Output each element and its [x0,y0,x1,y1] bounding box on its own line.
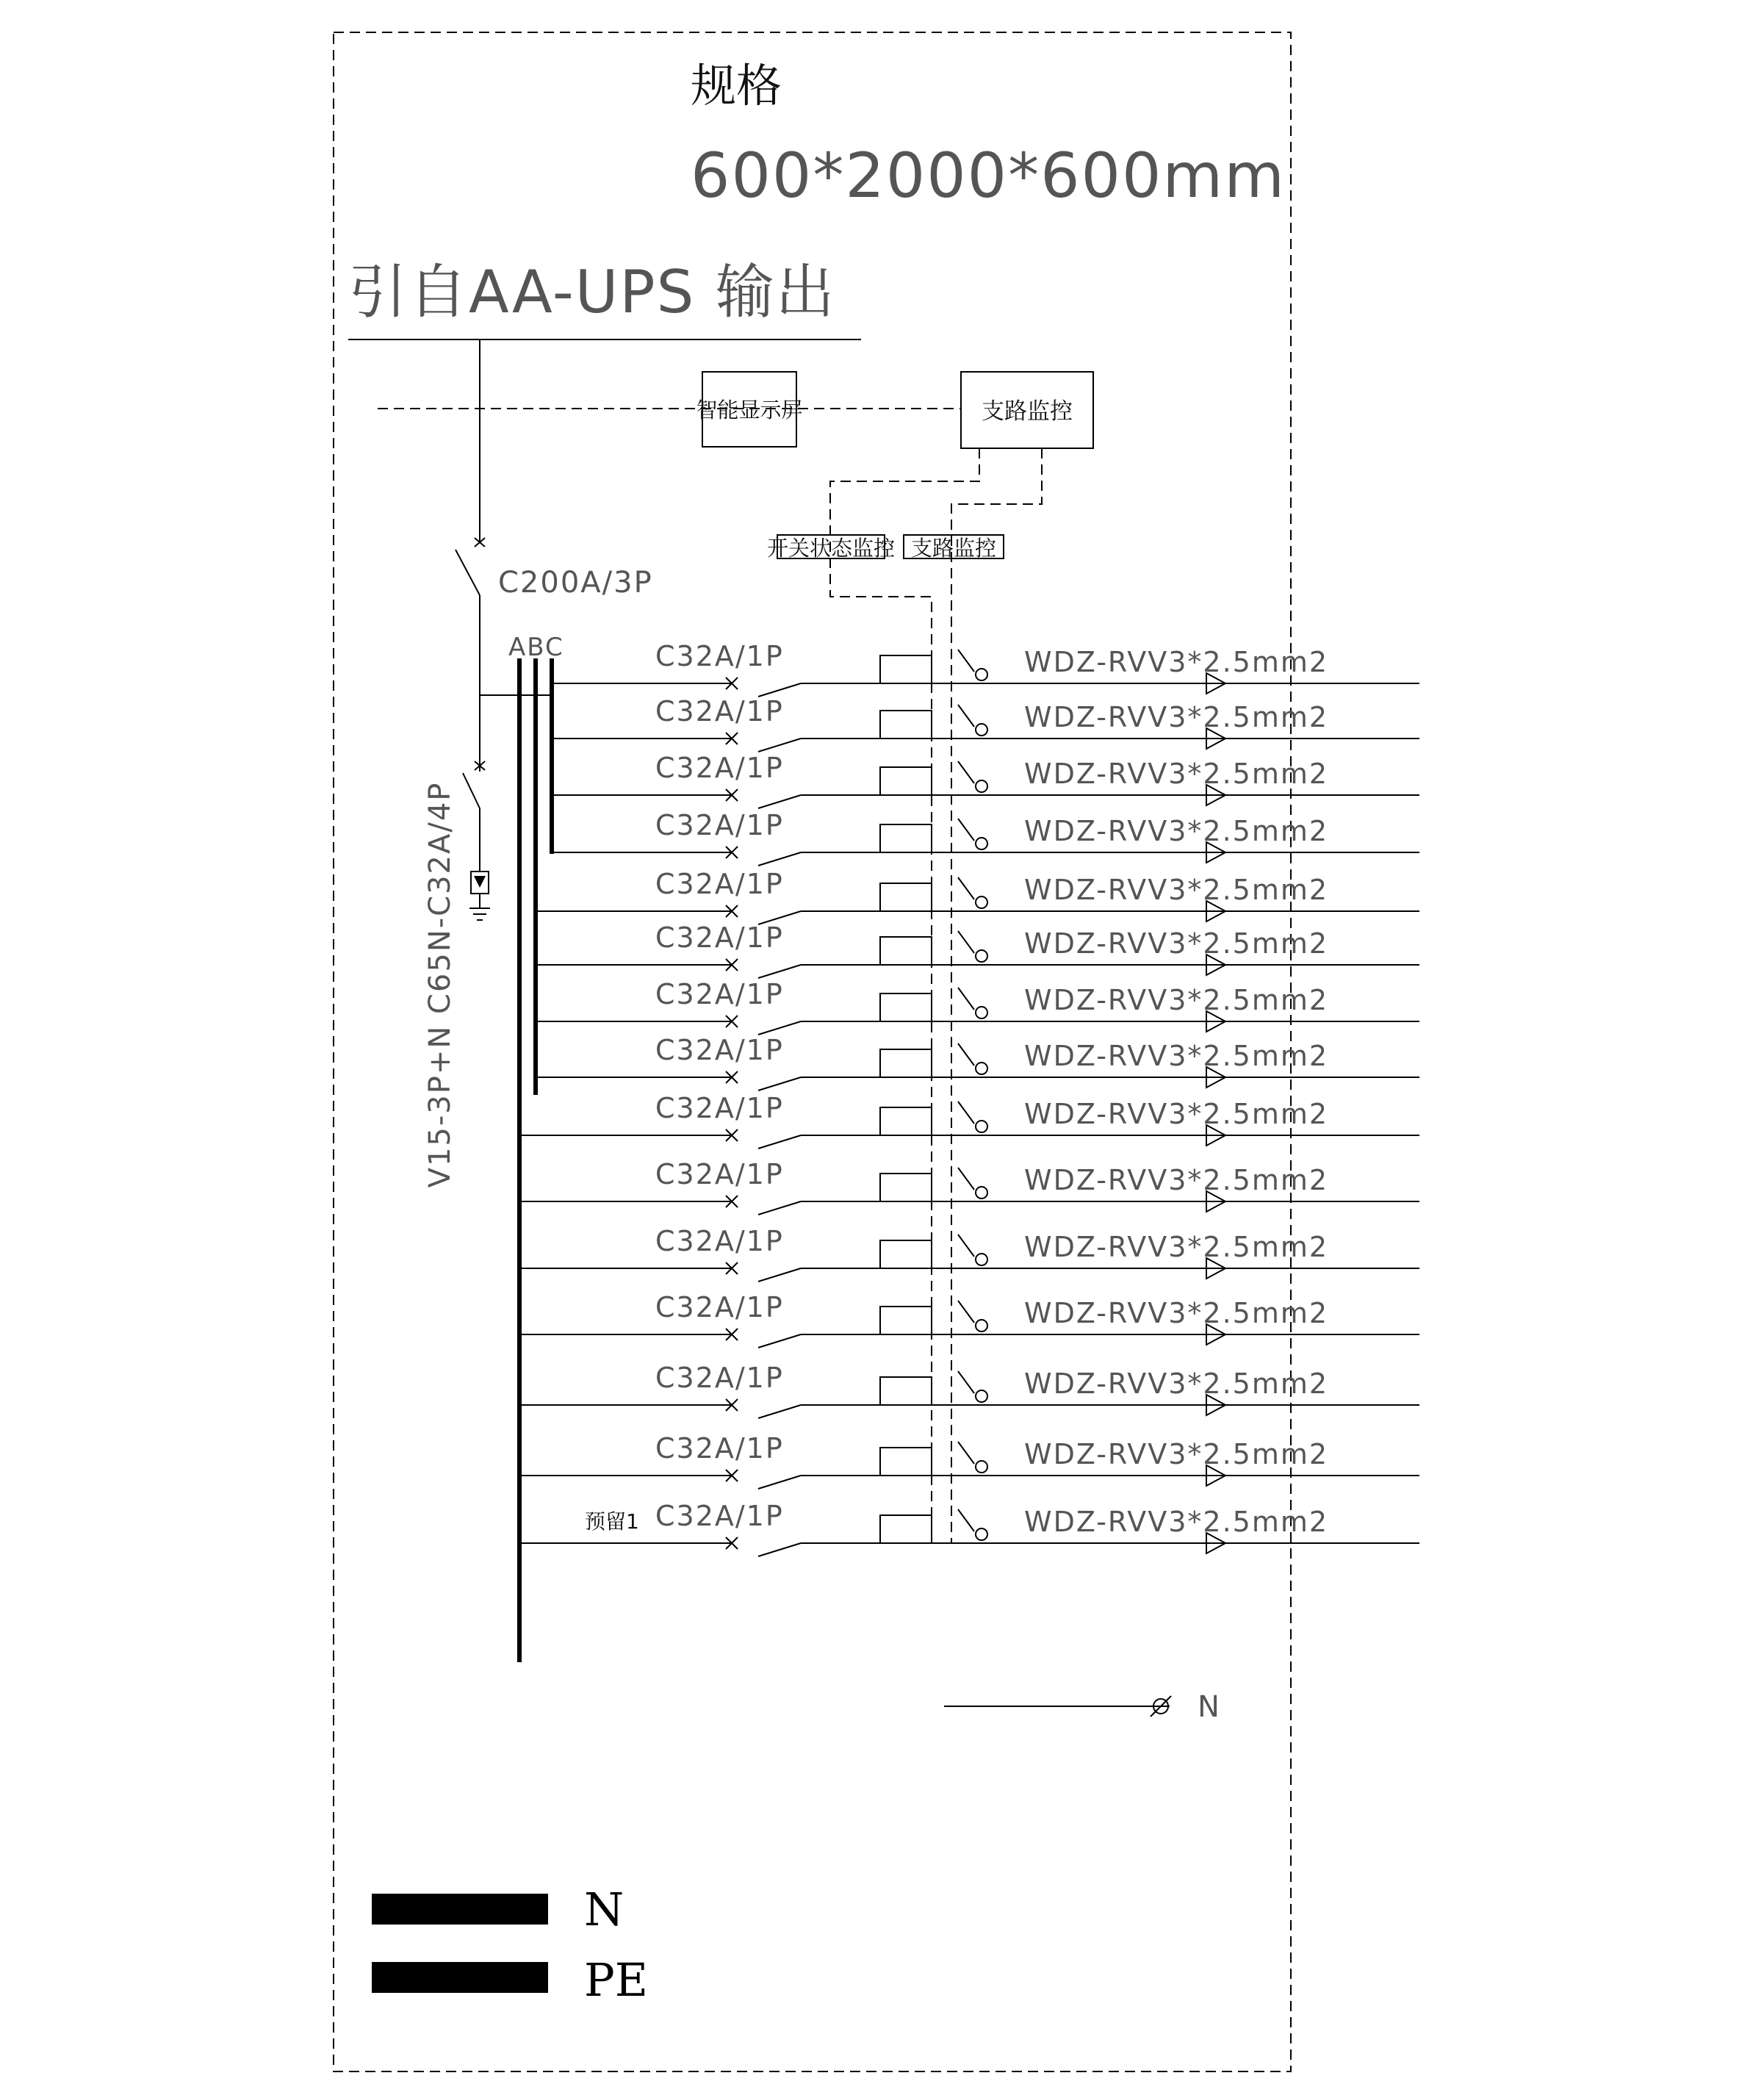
branch-11-monitor-terminal [976,1254,987,1265]
branch-9-monitor-terminal [976,1121,987,1132]
branch-7-aux-contact [880,993,932,1021]
main-breaker-label: C200A/3P [498,566,653,600]
display-box-label: 智能显示屏 [696,398,803,423]
branch-2-cable-label: WDZ-RVV3*2.5mm2 [1024,701,1329,733]
branch-1-cable-label: WDZ-RVV3*2.5mm2 [1024,646,1329,678]
spd-arrow [474,876,486,888]
branch-6-breaker-label: C32A/1P [655,921,784,954]
branch-12-cable-label: WDZ-RVV3*2.5mm2 [1024,1297,1329,1329]
branch-15-aux-contact [880,1515,932,1543]
branch-15-monitor-terminal [976,1528,987,1540]
branch-4-monitor-terminal [976,838,987,849]
branch-2-monitor-terminal [976,724,987,736]
branch-15-breaker-blade [758,1543,801,1556]
neutral-label: N [1198,1690,1221,1724]
branch-3-breaker-blade [758,795,801,808]
branch-8-breaker-label: C32A/1P [655,1034,784,1066]
branch-8-cable-label: WDZ-RVV3*2.5mm2 [1024,1040,1329,1072]
branch-13-cable-label: WDZ-RVV3*2.5mm2 [1024,1368,1329,1400]
spec-title: 规格 [691,59,782,112]
branch-12-aux-contact [880,1307,932,1334]
branch-7-breaker-label: C32A/1P [655,978,784,1010]
branch-15-monitor-switch [958,1509,974,1531]
branch-14-cable-label: WDZ-RVV3*2.5mm2 [1024,1438,1329,1470]
branch-10-monitor-terminal [976,1187,987,1199]
branch-10-cable-label: WDZ-RVV3*2.5mm2 [1024,1164,1329,1196]
branch-small-label: 支路监控 [910,536,997,561]
branch-circuits [519,640,1419,1556]
branch-6-cable-label: WDZ-RVV3*2.5mm2 [1024,927,1329,960]
branch-2-aux-contact [880,711,932,739]
branch-9-breaker-blade [758,1135,801,1149]
branch-5-monitor-switch [958,877,974,899]
bus-phases-label: ABC [508,633,564,662]
branch-2-monitor-switch [958,705,974,727]
branch-14-monitor-terminal [976,1461,987,1473]
branch-monitor-label: 支路监控 [982,398,1073,425]
branch-1-monitor-switch [958,650,974,672]
branch-10-aux-contact [880,1174,932,1201]
branch-4-monitor-switch [958,819,974,841]
branch-11-breaker-blade [758,1268,801,1282]
branch-1-aux-contact [880,655,932,683]
branch-5-monitor-terminal [976,896,987,908]
spd-blade [463,773,480,808]
branch-15-note: 预留1 [585,1509,639,1534]
branch-3-breaker-label: C32A/1P [655,752,784,784]
branch-3-monitor-switch [958,761,974,783]
branch-15-cable-label: WDZ-RVV3*2.5mm2 [1024,1506,1329,1538]
branch-6-breaker-blade [758,965,801,978]
branch-11-aux-contact [880,1240,932,1268]
branch-14-breaker-blade [758,1476,801,1489]
branch-6-monitor-switch [958,931,974,953]
legend-n-label: N [584,1883,624,1936]
monitor-link-a [830,448,979,1543]
branch-4-breaker-label: C32A/1P [655,809,784,841]
branch-7-monitor-terminal [976,1007,987,1018]
branch-6-monitor-terminal [976,950,987,962]
branch-2-breaker-blade [758,739,801,752]
branch-13-aux-contact [880,1377,932,1405]
branch-4-cable-label: WDZ-RVV3*2.5mm2 [1024,815,1329,847]
branch-4-aux-contact [880,824,932,852]
branch-11-cable-label: WDZ-RVV3*2.5mm2 [1024,1231,1329,1263]
branch-12-monitor-switch [958,1301,974,1323]
branch-12-monitor-terminal [976,1320,987,1332]
branch-13-monitor-switch [958,1371,974,1393]
legend-pe-label: PE [584,1953,648,2007]
spd-label: V15-3P+N C65N-C32A/4P [423,781,457,1188]
branch-8-monitor-terminal [976,1063,987,1074]
branch-13-breaker-label: C32A/1P [655,1362,784,1394]
branch-7-breaker-blade [758,1021,801,1035]
branch-10-breaker-blade [758,1201,801,1215]
branch-14-aux-contact [880,1448,932,1476]
branch-8-breaker-blade [758,1077,801,1090]
branch-12-breaker-label: C32A/1P [655,1291,784,1323]
branch-14-monitor-switch [958,1442,974,1464]
branch-8-aux-contact [880,1049,932,1077]
branch-14-breaker-label: C32A/1P [655,1432,784,1465]
branch-9-monitor-switch [958,1102,974,1124]
branch-7-monitor-switch [958,988,974,1010]
branch-15-breaker-label: C32A/1P [655,1500,784,1532]
source-label: 引自AA-UPS 输出 [348,258,836,326]
branch-11-breaker-label: C32A/1P [655,1225,784,1257]
branch-5-cable-label: WDZ-RVV3*2.5mm2 [1024,874,1329,906]
branch-10-breaker-label: C32A/1P [655,1158,784,1190]
branch-10-monitor-switch [958,1168,974,1190]
branch-9-cable-label: WDZ-RVV3*2.5mm2 [1024,1098,1329,1130]
branch-13-monitor-terminal [976,1390,987,1402]
branch-8-monitor-switch [958,1043,974,1066]
branch-3-aux-contact [880,767,932,795]
branch-11-monitor-switch [958,1235,974,1257]
branch-3-monitor-terminal [976,780,987,792]
spec-size: 600*2000*600mm [691,140,1286,212]
branch-5-aux-contact [880,883,932,911]
main-breaker-blade [456,550,480,595]
branch-7-cable-label: WDZ-RVV3*2.5mm2 [1024,984,1329,1016]
branch-4-breaker-blade [758,852,801,866]
legend-pe-swatch [372,1962,548,1993]
switch-status-label: 开关状态监控 [766,536,896,561]
branch-5-breaker-label: C32A/1P [655,868,784,900]
branch-3-cable-label: WDZ-RVV3*2.5mm2 [1024,758,1329,790]
branch-9-aux-contact [880,1107,932,1135]
branch-1-monitor-terminal [976,669,987,680]
branch-12-breaker-blade [758,1334,801,1348]
branch-6-aux-contact [880,937,932,965]
legend-n-swatch [372,1894,548,1925]
branch-1-breaker-label: C32A/1P [655,640,784,672]
branch-9-breaker-label: C32A/1P [655,1092,784,1124]
branch-2-breaker-label: C32A/1P [655,695,784,727]
branch-13-breaker-blade [758,1405,801,1418]
